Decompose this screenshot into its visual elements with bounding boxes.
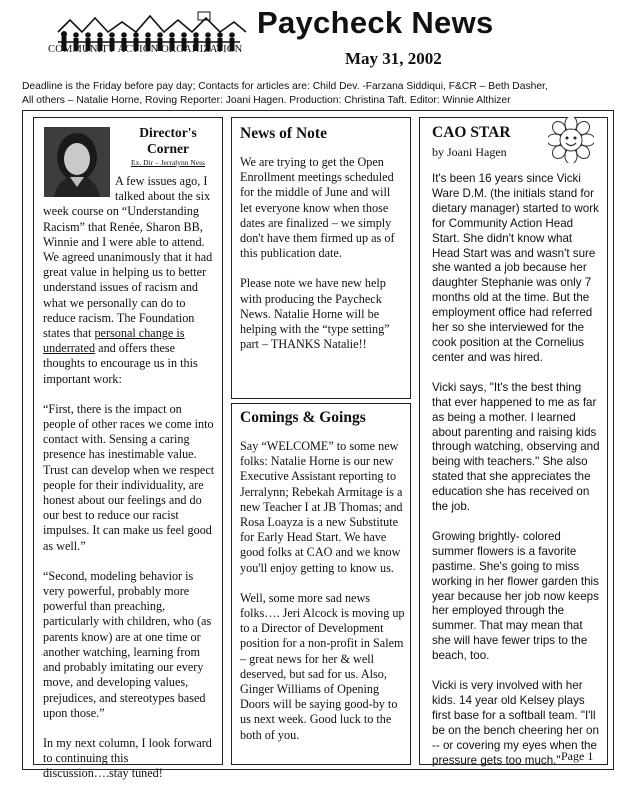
cao-star-para1: It's been 16 years since Vicki Ware D.M. (the initials stand for dietary manager) started to work for Community Action Head Start. She didn't know what Head Start was and wasn't sure she wanted a job because her daughter Stephanie was only 7 months old at the time. But the employment office had referred her so she interviewed for the cook position at the Cornelius center and was hired. bbox=[432, 172, 599, 364]
directors-corner-body bbox=[43, 174, 215, 797]
cao-star-byline: by Joani Hagen bbox=[432, 145, 507, 159]
cao-star-para2: Vicki says, "It's the best thing that ever happened to me as far as being a mother. I learned about parenting and raising kids through watching, observing and being with teachers." She also stated that she appreciates the education she has received on the job. bbox=[432, 380, 600, 514]
cao-star-para3: Growing brightly- colored summer flowers is a favorite pastime. She's going to miss working in her flower garden this year because her job now keeps her employed through the summer. That may mean that she will have fewer trips to the beach, too. bbox=[432, 529, 599, 663]
deadline-line-1: Deadline is the Friday before pay day; Contacts for articles are: Child Dev. -Farzana Siddiqui, F&CR – Beth Dasher, bbox=[22, 81, 548, 92]
issue-date: May 31, 2002 bbox=[345, 49, 442, 68]
logo-text: COMMUNITY ACTION ORGANIZATION bbox=[48, 44, 243, 55]
directors-corner-title: Director's Corner bbox=[139, 125, 197, 156]
page-number: Page 1 bbox=[561, 749, 594, 763]
contacts-line bbox=[22, 80, 612, 108]
news-of-note-para1: We are trying to get the Open Enrollment meetings scheduled for the middle of June and will let everyone know when those dates are finalized – we simply don't have them firmed up as of this publication date. bbox=[240, 155, 395, 261]
news-of-note-body bbox=[240, 155, 405, 367]
cao-star-title: CAO STAR bbox=[432, 124, 511, 141]
newsletter-title: Paycheck News bbox=[257, 5, 494, 40]
flower-icon bbox=[548, 117, 594, 163]
comings-goings-para2: Well, some more sad news folks…. Jeri Alcock is moving up to a Director of Development position for a non-profit in Salem – great news for her & well deserved, but sad for us. Also, Ginger Williams of Opening Doors will be saying good-by to us next week. Good luck to the both of you. bbox=[240, 590, 405, 742]
comings-goings-title: Comings & Goings bbox=[240, 409, 366, 426]
cao-star-body bbox=[432, 172, 602, 784]
news-of-note-title: News of Note bbox=[240, 125, 327, 142]
deadline-line-2: All others – Natalie Horne, Roving Reporter: Joani Hagen. Production: Christina Taft. Editor: Winnie Althizer bbox=[22, 95, 511, 106]
comings-goings-para1: Say “WELCOME” to some new folks: Natalie Horne is our new Executive Assistant reporting to Jerralynn; Rebekah Armitage is a new Teacher I at JB Thomas; and Rosa Loayza is a new Substitute for Early Head Start. We have good folks at CAO and we know you'll enjoy getting to know us. bbox=[240, 439, 403, 575]
directors-corner-para3: “Second, modeling behavior is very powerful, probably more powerful than preaching, particularly with children, who (as parents know) are at one time or another watching, learning from and probably imitating our every move, and developing values, prejudices, and stereotypes based upon those.” bbox=[43, 568, 212, 720]
directors-corner-para4: In my next column, I look forward to continuing this discussion….stay tuned! bbox=[43, 735, 212, 781]
community-action-logo bbox=[50, 10, 255, 72]
comings-goings-body bbox=[240, 439, 405, 758]
directors-corner-byline: Ex. Dir – Jerralynn Ness bbox=[131, 158, 205, 167]
news-of-note-para2: Please note we have new help with producing the Paycheck News. Natalie Horne will be helping with the “type setting” part – THANKS Natalie!! bbox=[240, 276, 390, 352]
directors-corner-para2: “First, there is the impact on people of other races we come into contact with. Sensing a caring presence has inestimable value. Trust can develop when we respect people for their individuality, are honest about our feelings and do our best to reduce our racist impulses. It can make us feel good as well.” bbox=[43, 401, 215, 553]
directors-corner-intro: A few issues ago, I talked about the six week course on “Understanding Racism” that Renée, Sharon BB, Winnie and I were able to attend. We agreed unanimously that it had great value in helping us to better understand issues of racism and what we personally can do to reduce racism. The Foundation states that personal change is underrated and offers these thoughts to encourage us in this important work: bbox=[43, 174, 213, 386]
cao-star-para4: Vicki is very involved with her kids. 14 year old Kelsey plays first base for a softball team. "I'll be on the bench cheering her on -- or covering my eyes when the pressure gets too much." bbox=[432, 679, 599, 767]
